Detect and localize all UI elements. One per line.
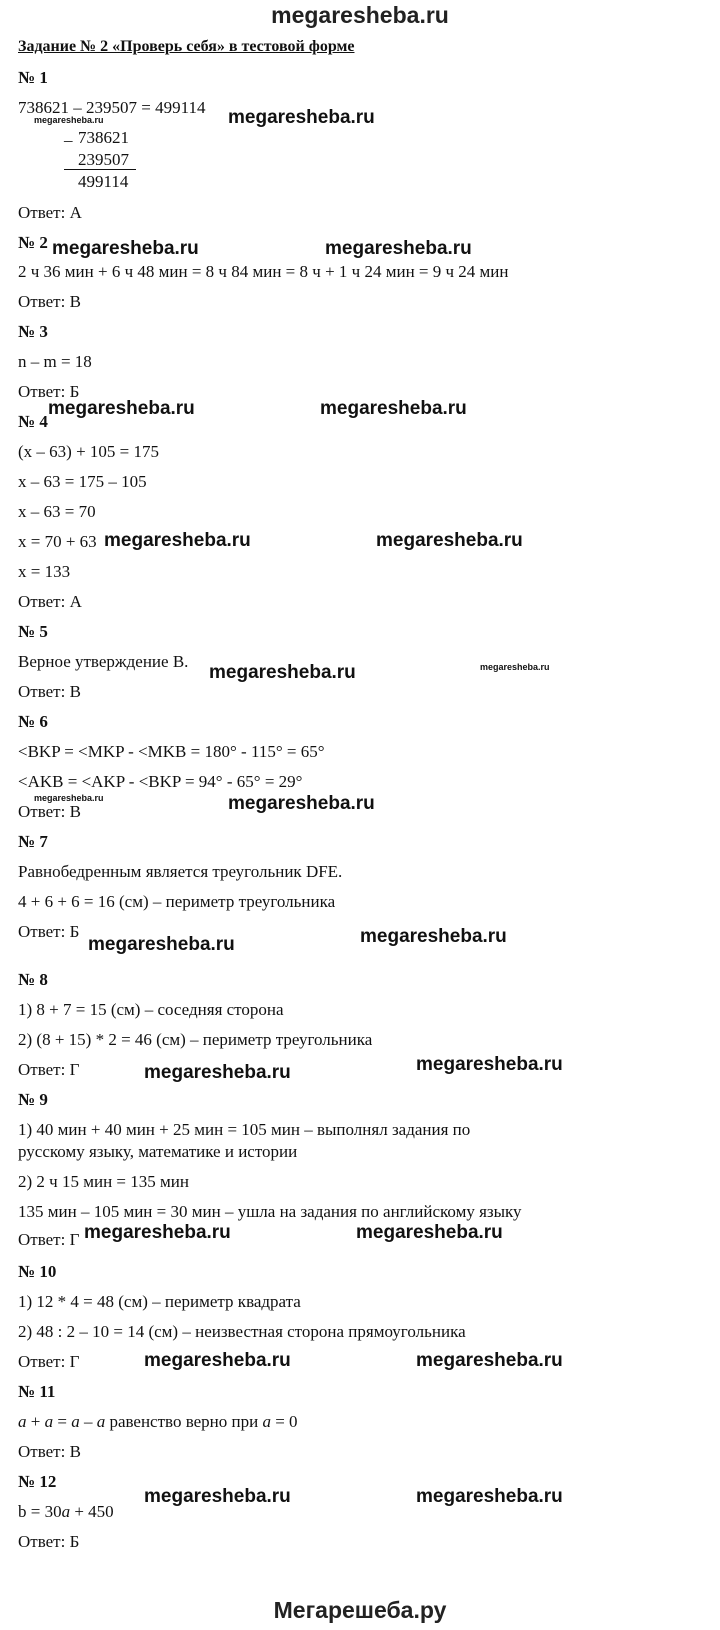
task-1-answer: Ответ: А — [18, 203, 82, 222]
task-6-line-2: <AKB = <AKP - <BKP = 94° - 65° = 29° — [18, 772, 303, 791]
task-4-number: № 4 — [18, 412, 48, 431]
column-result: 499114 — [78, 172, 129, 191]
task-9-line-1b: русскому языку, математике и истории — [18, 1142, 298, 1161]
watermark: megaresheba.ru — [88, 934, 235, 955]
var-a: a — [44, 1412, 54, 1431]
task-9-line-1: 1) 40 мин + 40 мин + 25 мин = 105 мин – выполнял задания по — [18, 1120, 471, 1139]
watermark: megaresheba.ru — [416, 1486, 563, 1507]
task-9-number: № 9 — [18, 1090, 48, 1109]
task-4-line-3: x – 63 = 70 — [18, 502, 96, 521]
task-2-answer: Ответ: В — [18, 292, 81, 311]
task-9-line-3: 135 мин – 105 мин = 30 мин – ушла на задания по английскому языку — [18, 1202, 522, 1221]
task-4-line-2: x – 63 = 175 – 105 — [18, 472, 147, 491]
task-2-number: № 2 — [18, 233, 48, 252]
watermark: megaresheba.ru — [209, 662, 356, 683]
task-12-number: № 12 — [18, 1472, 57, 1491]
task-11-answer: Ответ: В — [18, 1442, 81, 1461]
task-10-number: № 10 — [18, 1262, 57, 1281]
task-4-line-5: x = 133 — [18, 562, 71, 581]
task-8-line-1: 1) 8 + 7 = 15 (см) – соседняя сторона — [18, 1000, 284, 1019]
task-9-line-2: 2) 2 ч 15 мин = 135 мин — [18, 1172, 189, 1191]
watermark: megaresheba.ru — [34, 115, 104, 125]
task-4-answer: Ответ: А — [18, 592, 82, 611]
task-4-line-4: x = 70 + 63 — [18, 532, 97, 551]
watermark: megaresheba.ru — [228, 107, 375, 128]
task-11-number: № 11 — [18, 1382, 56, 1401]
task-10-line-1: 1) 12 * 4 = 48 (см) – периметр квадрата — [18, 1292, 301, 1311]
task-3-line-1: n – m = 18 — [18, 352, 92, 371]
task-4-line-1: (x – 63) + 105 = 175 — [18, 442, 159, 461]
task-3-answer: Ответ: Б — [18, 382, 80, 401]
task-11-line-1: a + a = a – a равенство верно при a = 0 — [18, 1412, 298, 1431]
watermark: megaresheba.ru — [84, 1222, 231, 1243]
task-2-line-1: 2 ч 36 мин + 6 ч 48 мин = 8 ч 84 мин = 8 ч + 1 ч 24 мин = 9 ч 24 мин — [18, 262, 509, 281]
var-a: a — [18, 1412, 27, 1431]
task-10-line-2: 2) 48 : 2 – 10 = 14 (см) – неизвестная сторона прямоугольника — [18, 1322, 466, 1341]
column-subtrahend: 239507 — [78, 150, 129, 169]
task-6-answer: Ответ: В — [18, 802, 81, 821]
column-minus-sign: _ — [64, 125, 73, 144]
watermark: megaresheba.ru — [325, 238, 472, 259]
site-header: megaresheba.ru — [271, 2, 449, 28]
watermark: megaresheba.ru — [48, 398, 195, 419]
var-a: a — [96, 1412, 106, 1431]
task-7-number: № 7 — [18, 832, 48, 851]
task-7-line-1: Равнобедренным является треугольник DFE. — [18, 862, 343, 881]
site-footer: Мегарешеба.ру — [273, 1597, 447, 1623]
watermark: megaresheba.ru — [320, 398, 467, 419]
column-rule — [64, 169, 136, 170]
watermark: megaresheba.ru — [376, 530, 523, 551]
task-1-equation: 738621 – 239507 = 499114 — [18, 98, 206, 117]
watermark: megaresheba.ru — [34, 793, 104, 803]
task-6-number: № 6 — [18, 712, 48, 731]
task-6-line-1: <BKP = <MKP - <MKB = 180° - 115° = 65° — [18, 742, 325, 761]
task-10-answer: Ответ: Г — [18, 1352, 80, 1371]
watermark: megaresheba.ru — [144, 1062, 291, 1083]
task-12-line-1: b = 30a + 450 — [18, 1502, 114, 1521]
column-minuend: 738621 — [78, 128, 129, 147]
watermark: megaresheba.ru — [416, 1350, 563, 1371]
watermark: megaresheba.ru — [228, 793, 375, 814]
task-8-number: № 8 — [18, 970, 48, 989]
watermark: megaresheba.ru — [480, 662, 550, 672]
task-3-number: № 3 — [18, 322, 48, 341]
watermark: megaresheba.ru — [144, 1350, 291, 1371]
task-12-answer: Ответ: Б — [18, 1532, 80, 1551]
task-5-line-1: Верное утверждение В. — [18, 652, 189, 671]
watermark: megaresheba.ru — [144, 1486, 291, 1507]
task-7-answer: Ответ: Б — [18, 922, 80, 941]
watermark: megaresheba.ru — [416, 1054, 563, 1075]
var-a: a — [61, 1502, 71, 1521]
watermark: megaresheba.ru — [104, 530, 251, 551]
task-5-number: № 5 — [18, 622, 48, 641]
var-a: a — [262, 1412, 271, 1431]
task-1-number: № 1 — [18, 68, 48, 87]
page-title: Задание № 2 «Проверь себя» в тестовой форме — [18, 38, 355, 55]
var-a: a — [71, 1412, 80, 1431]
watermark: megaresheba.ru — [52, 238, 199, 259]
watermark: megaresheba.ru — [360, 926, 507, 947]
task-7-line-2: 4 + 6 + 6 = 16 (см) – периметр треугольника — [18, 892, 336, 911]
task-9-answer: Ответ: Г — [18, 1230, 80, 1249]
task-8-line-2: 2) (8 + 15) * 2 = 46 (см) – периметр треугольника — [18, 1030, 373, 1049]
task-8-answer: Ответ: Г — [18, 1060, 80, 1079]
watermark: megaresheba.ru — [356, 1222, 503, 1243]
task-5-answer: Ответ: В — [18, 682, 81, 701]
